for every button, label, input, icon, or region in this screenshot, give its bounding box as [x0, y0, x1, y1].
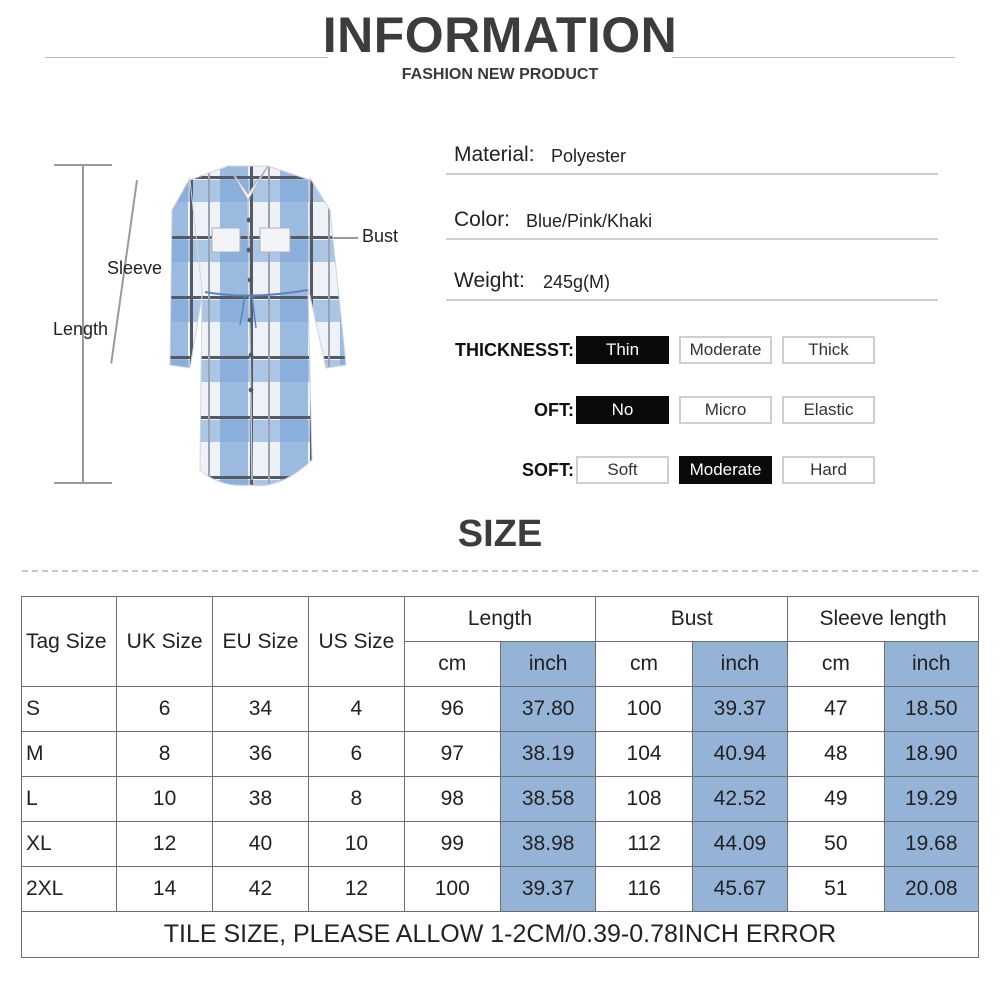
info-key-color: Color: — [454, 208, 511, 231]
info-row-color — [446, 210, 938, 240]
attribute-label-thickness: THICKNESST: — [454, 340, 574, 360]
length-label: Length — [53, 319, 109, 339]
cell-sleeve-inch: 18.90 — [884, 732, 978, 777]
cell-bust-cm: 112 — [596, 822, 692, 867]
cell-length-cm: 96 — [404, 687, 500, 732]
table-row — [22, 867, 979, 912]
info-key-material: Material: — [454, 143, 535, 166]
cell-length-cm: 98 — [404, 777, 500, 822]
soft-option-soft[interactable]: Soft — [576, 456, 669, 484]
cell-tag: M — [22, 732, 117, 777]
table-row — [22, 732, 979, 777]
cell-sleeve-cm: 51 — [788, 867, 884, 912]
cell-sleeve-inch: 20.08 — [884, 867, 978, 912]
table-row — [22, 777, 979, 822]
cell-bust-cm: 104 — [596, 732, 692, 777]
cell-length-cm: 97 — [404, 732, 500, 777]
page-title: INFORMATION — [322, 7, 678, 63]
cell-us: 12 — [309, 867, 404, 912]
header-uk-size: UK Size — [117, 597, 212, 687]
cell-length-inch: 38.19 — [500, 732, 595, 777]
cell-bust-inch: 44.09 — [692, 822, 787, 867]
page-subtitle: FASHION NEW PRODUCT — [401, 66, 599, 83]
oft-option-elastic[interactable]: Elastic — [782, 396, 875, 424]
attribute-row-oft — [420, 395, 890, 425]
oft-option-micro[interactable]: Micro — [679, 396, 772, 424]
cell-tag: S — [22, 687, 117, 732]
cell-us: 8 — [309, 777, 404, 822]
cell-sleeve-inch: 19.68 — [884, 822, 978, 867]
product-figure — [40, 150, 420, 500]
cell-length-inch: 38.98 — [500, 822, 595, 867]
oft-option-no[interactable]: No — [576, 396, 669, 424]
cell-uk: 10 — [117, 777, 212, 822]
cell-sleeve-cm: 50 — [788, 822, 884, 867]
cell-us: 10 — [309, 822, 404, 867]
cell-sleeve-inch: 19.29 — [884, 777, 978, 822]
cell-tag: L — [22, 777, 117, 822]
info-row-material — [446, 145, 938, 175]
cell-sleeve-cm: 47 — [788, 687, 884, 732]
table-row — [22, 687, 979, 732]
cell-eu: 36 — [212, 732, 308, 777]
cell-eu: 40 — [212, 822, 308, 867]
attribute-label-oft: OFT: — [534, 400, 574, 420]
shirt-dress-image — [40, 150, 420, 500]
info-value-material: Polyester — [551, 146, 627, 166]
sleeve-label: Sleeve — [107, 258, 163, 278]
subheader-sleeve-cm: cm — [788, 642, 884, 687]
attribute-row-thickness — [420, 335, 890, 365]
subheader-bust-cm: cm — [596, 642, 692, 687]
cell-uk: 14 — [117, 867, 212, 912]
cell-sleeve-cm: 48 — [788, 732, 884, 777]
header-tag-size: Tag Size — [22, 597, 117, 687]
cell-bust-inch: 39.37 — [692, 687, 787, 732]
header-eu-size: EU Size — [212, 597, 308, 687]
size-error-note: TILE SIZE, PLEASE ALLOW 1-2CM/0.39-0.78INCH ERROR — [22, 912, 979, 958]
subheader-length-cm: cm — [404, 642, 500, 687]
info-value-color: Blue/Pink/Khaki — [526, 211, 653, 231]
cell-bust-inch: 42.52 — [692, 777, 787, 822]
info-key-weight: Weight: — [454, 269, 525, 292]
soft-option-hard[interactable]: Hard — [782, 456, 875, 484]
header-sleeve-length: Sleeve length — [788, 597, 979, 642]
cell-eu: 34 — [212, 687, 308, 732]
cell-bust-inch: 45.67 — [692, 867, 787, 912]
cell-tag: 2XL — [22, 867, 117, 912]
cell-bust-cm: 100 — [596, 687, 692, 732]
cell-bust-cm: 116 — [596, 867, 692, 912]
bust-label: Bust — [362, 226, 399, 246]
cell-uk: 12 — [117, 822, 212, 867]
cell-length-inch: 38.58 — [500, 777, 595, 822]
size-section-title: SIZE — [457, 513, 543, 555]
size-table-header-row — [22, 597, 979, 642]
subheader-length-inch: inch — [500, 642, 595, 687]
info-row-weight — [446, 271, 938, 301]
cell-length-cm: 100 — [404, 867, 500, 912]
cell-length-inch: 39.37 — [500, 867, 595, 912]
size-section-divider — [22, 570, 978, 572]
cell-bust-cm: 108 — [596, 777, 692, 822]
table-row — [22, 822, 979, 867]
cell-us: 6 — [309, 732, 404, 777]
thickness-option-thin[interactable]: Thin — [576, 336, 669, 364]
cell-length-cm: 99 — [404, 822, 500, 867]
info-value-weight: 245g(M) — [543, 272, 611, 292]
cell-eu: 42 — [212, 867, 308, 912]
header-length: Length — [404, 597, 596, 642]
cell-us: 4 — [309, 687, 404, 732]
cell-uk: 8 — [117, 732, 212, 777]
header-us-size: US Size — [309, 597, 404, 687]
cell-bust-inch: 40.94 — [692, 732, 787, 777]
header-bust: Bust — [596, 597, 788, 642]
thickness-option-moderate[interactable]: Moderate — [679, 336, 772, 364]
cell-length-inch: 37.80 — [500, 687, 595, 732]
subheader-sleeve-inch: inch — [884, 642, 978, 687]
cell-tag: XL — [22, 822, 117, 867]
subheader-bust-inch: inch — [692, 642, 787, 687]
attribute-row-soft — [420, 455, 890, 485]
cell-sleeve-cm: 49 — [788, 777, 884, 822]
size-table-note-row — [22, 912, 979, 958]
thickness-option-thick[interactable]: Thick — [782, 336, 875, 364]
cell-sleeve-inch: 18.50 — [884, 687, 978, 732]
size-table — [21, 596, 979, 958]
attribute-label-soft: SOFT: — [522, 460, 574, 480]
soft-option-moderate[interactable]: Moderate — [679, 456, 772, 484]
cell-eu: 38 — [212, 777, 308, 822]
cell-uk: 6 — [117, 687, 212, 732]
